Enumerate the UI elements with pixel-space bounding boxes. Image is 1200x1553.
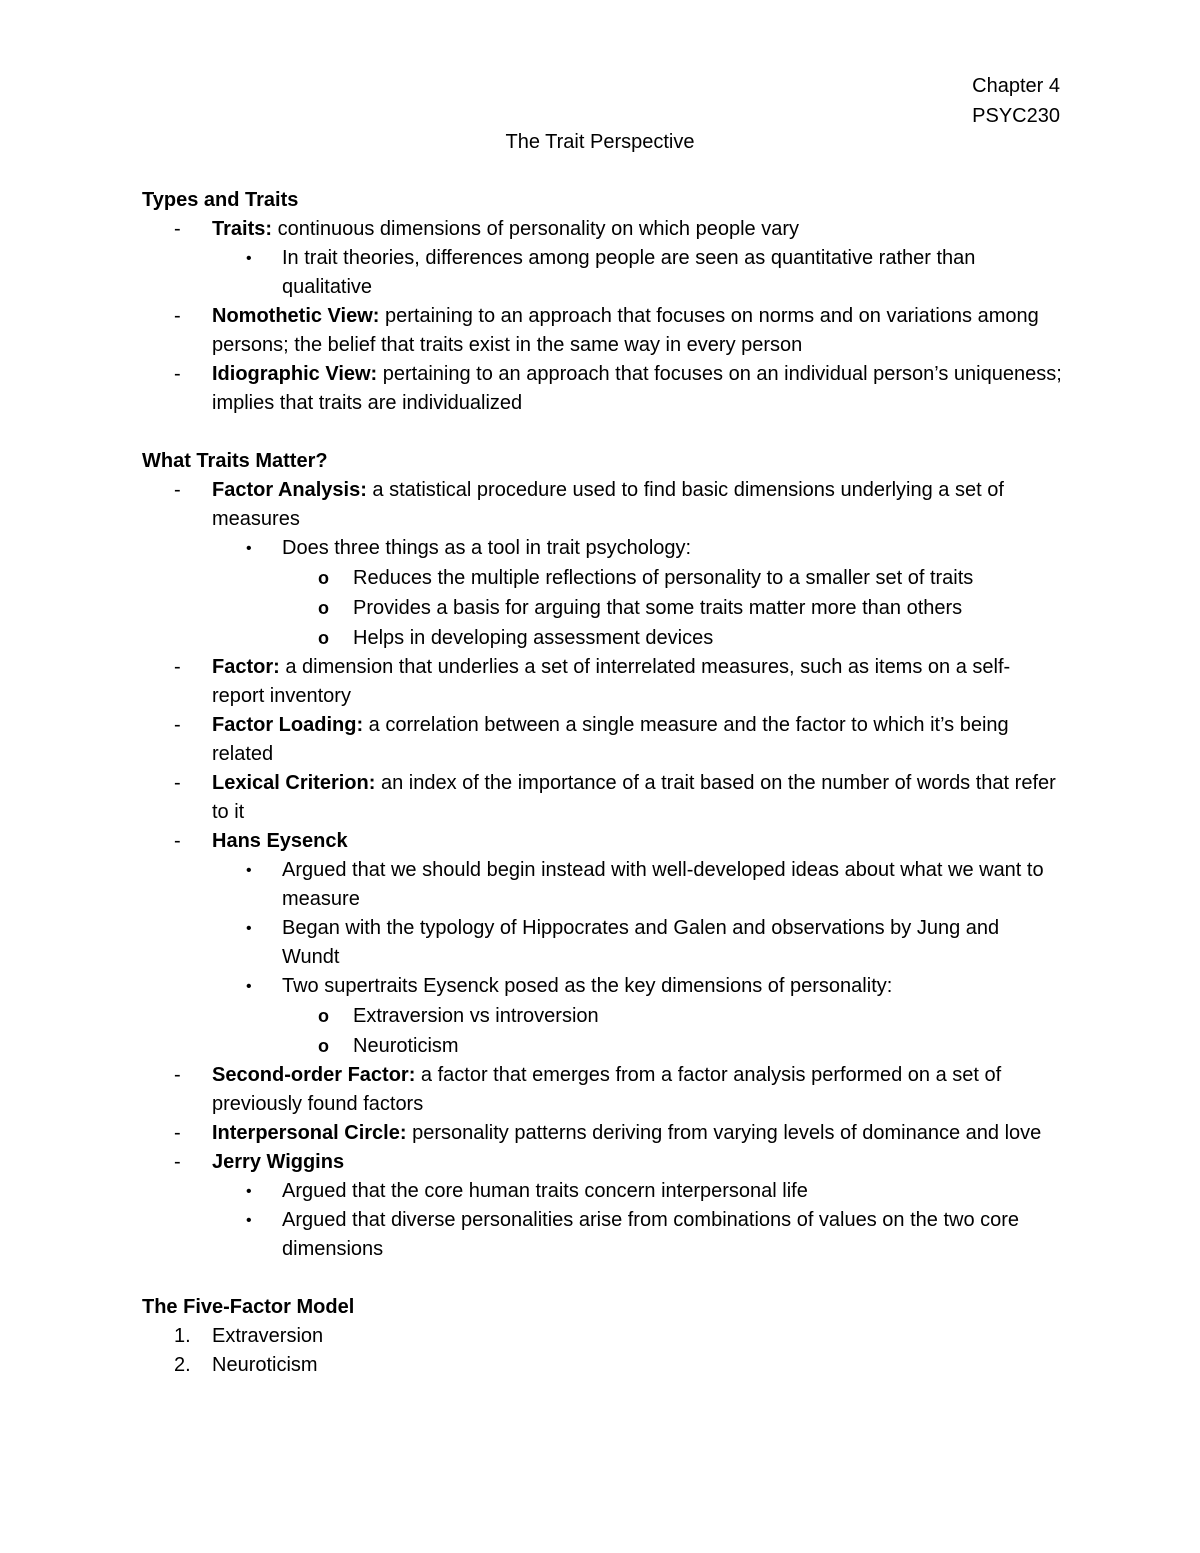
term: Nomothetic View:: [212, 305, 380, 327]
sub-sub-point: Extraversion vs introversion: [353, 1005, 599, 1027]
dash-marker: -: [174, 305, 181, 327]
list-item: [142, 1148, 1062, 1177]
section-types-and-traits: [142, 186, 1062, 418]
definition: a correlation between a single measure and the factor to which it’s being related: [212, 714, 1009, 765]
section-five-factor-model: [142, 1293, 1062, 1380]
number-marker: 1.: [174, 1325, 191, 1347]
definition: pertaining to an approach that focuses on an individual person’s uniqueness; implies that traits are individualized: [212, 363, 1062, 414]
definition: pertaining to an approach that focuses on norms and on variations among persons; the belief that traits exist in the same way in every person: [212, 305, 1039, 356]
course-code: PSYC230: [972, 105, 1060, 127]
definition: personality patterns deriving from varying levels of dominance and love: [406, 1122, 1042, 1144]
definition: a statistical procedure used to find basic dimensions underlying a set of measures: [212, 479, 1004, 530]
bullet-marker: •: [246, 862, 252, 879]
list-item: [142, 593, 1062, 623]
dash-marker: -: [174, 1151, 181, 1173]
circle-marker: o: [318, 568, 329, 588]
definition: an index of the importance of a trait based on the number of words that refer to it: [212, 772, 1056, 823]
term: Hans Eysenck: [212, 830, 348, 852]
list-item: [142, 972, 1062, 1001]
sub-sub-point: Neuroticism: [353, 1035, 459, 1057]
list-item: [142, 711, 1062, 769]
sub-point: In trait theories, differences among people are seen as quantitative rather than qualitative: [282, 247, 976, 298]
term: Jerry Wiggins: [212, 1151, 345, 1173]
term: Factor Loading:: [212, 714, 364, 736]
list-item: [142, 1206, 1062, 1264]
section-what-traits-matter: [142, 447, 1062, 1264]
bullet-marker: •: [246, 1212, 252, 1229]
list-item: [142, 914, 1062, 972]
sub-point: Began with the typology of Hippocrates and Galen and observations by Jung and Wundt: [282, 917, 1000, 968]
document-body: [142, 186, 1062, 1380]
bullet-marker: •: [246, 1183, 252, 1200]
term: Traits:: [212, 218, 273, 240]
list-item: [142, 1177, 1062, 1206]
bullet-marker: •: [246, 250, 252, 267]
chapter-label: Chapter 4: [972, 75, 1060, 97]
list-item: [142, 1001, 1062, 1031]
dash-marker: -: [174, 714, 181, 736]
definition: continuous dimensions of personality on which people vary: [272, 218, 800, 240]
section-heading: The Five-Factor Model: [142, 1296, 355, 1318]
dash-marker: -: [174, 830, 181, 852]
numbered-item: [142, 1351, 1062, 1380]
term: Second-order Factor:: [212, 1064, 416, 1086]
circle-marker: o: [318, 598, 329, 618]
list-item: [142, 476, 1062, 534]
sub-point: Argued that diverse personalities arise from combinations of values on the two core dimensions: [282, 1209, 1020, 1260]
section-heading: Types and Traits: [142, 189, 299, 211]
sub-sub-point: Reduces the multiple reflections of personality to a smaller set of traits: [353, 567, 974, 589]
dash-marker: -: [174, 1122, 181, 1144]
definition: a dimension that underlies a set of interrelated measures, such as items on a self-report inventory: [212, 656, 1011, 707]
section-heading: What Traits Matter?: [142, 450, 328, 472]
term: Idiographic View:: [212, 363, 378, 385]
dash-marker: -: [174, 656, 181, 678]
sub-point: Two supertraits Eysenck posed as the key dimensions of personality:: [282, 975, 893, 997]
dash-marker: -: [174, 218, 181, 240]
page-header: [972, 71, 1060, 131]
list-item: [142, 1119, 1062, 1148]
dash-marker: -: [174, 772, 181, 794]
list-item: [142, 769, 1062, 827]
dash-marker: -: [174, 363, 181, 385]
dash-marker: -: [174, 479, 181, 501]
list-item: [142, 827, 1062, 856]
bullet-marker: •: [246, 920, 252, 937]
list-item: [142, 623, 1062, 653]
sub-point: Argued that the core human traits concern interpersonal life: [282, 1180, 808, 1202]
sub-point: Argued that we should begin instead with well-developed ideas about what we want to measure: [282, 859, 1044, 910]
list-item: [142, 244, 1062, 302]
term: Interpersonal Circle:: [212, 1122, 407, 1144]
term: Factor Analysis:: [212, 479, 367, 501]
bullet-marker: •: [246, 978, 252, 995]
sub-sub-point: Helps in developing assessment devices: [353, 627, 714, 649]
circle-marker: o: [318, 628, 329, 648]
list-item: [142, 360, 1062, 418]
list-item: [142, 215, 1062, 244]
list-item: [142, 653, 1062, 711]
number-marker: 2.: [174, 1354, 191, 1376]
list-item: [142, 1031, 1062, 1061]
numbered-item-label: Neuroticism: [212, 1354, 318, 1376]
document-title: The Trait Perspective: [505, 131, 695, 153]
circle-marker: o: [318, 1036, 329, 1056]
sub-point: Does three things as a tool in trait psychology:: [282, 537, 692, 559]
circle-marker: o: [318, 1006, 329, 1026]
numbered-item: [142, 1322, 1062, 1351]
list-item: [142, 856, 1062, 914]
term: Lexical Criterion:: [212, 772, 376, 794]
list-item: [142, 1061, 1062, 1119]
list-item: [142, 302, 1062, 360]
list-item: [142, 534, 1062, 563]
term: Factor:: [212, 656, 280, 678]
definition: a factor that emerges from a factor analysis performed on a set of previously found factors: [212, 1064, 1002, 1115]
dash-marker: -: [174, 1064, 181, 1086]
bullet-marker: •: [246, 540, 252, 557]
list-item: [142, 563, 1062, 593]
numbered-item-label: Extraversion: [212, 1325, 324, 1347]
sub-sub-point: Provides a basis for arguing that some traits matter more than others: [353, 597, 963, 619]
